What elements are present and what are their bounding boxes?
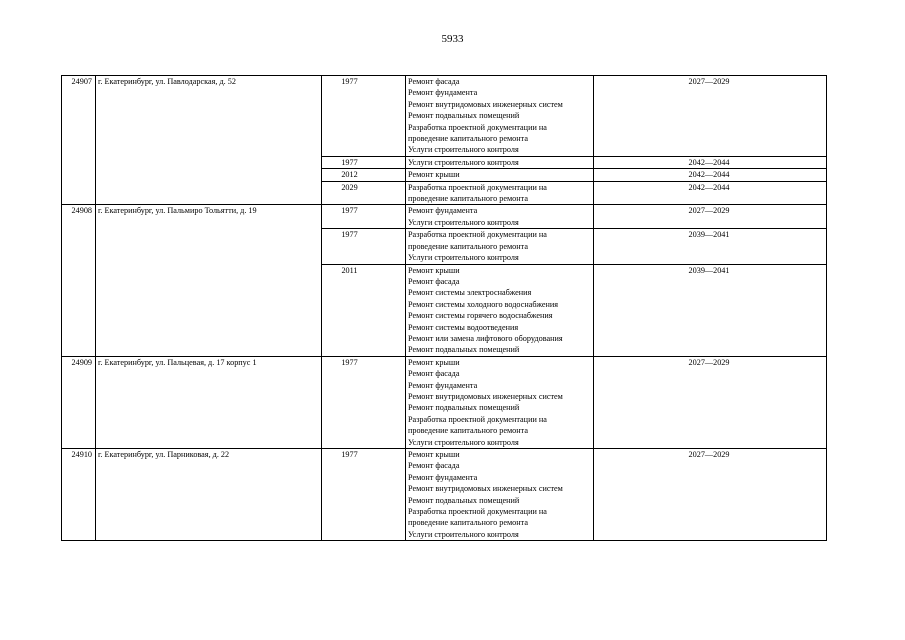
- period-cell: 2042—2044: [594, 181, 827, 205]
- work-item: Ремонт фасада: [408, 77, 460, 86]
- work-item: Разработка проектной документации на: [408, 230, 547, 240]
- year-cell: 1977: [322, 356, 406, 448]
- work-item: Ремонт фундамента: [408, 472, 478, 482]
- works-cell: [406, 229, 594, 264]
- period-cell: 2039—2041: [594, 229, 827, 264]
- period-cell: 2042—2044: [594, 169, 827, 181]
- work-item: проведение капитального ремонта: [408, 194, 528, 204]
- work-item: Ремонт системы горячего водоснабжения: [408, 311, 553, 321]
- works-cell: [406, 181, 594, 205]
- work-item: Ремонт или замена лифтового оборудования: [408, 333, 563, 343]
- work-item: Ремонт фасада: [408, 369, 460, 379]
- works-cell: [406, 169, 594, 181]
- work-item: Ремонт внутридомовых инженерных систем: [408, 391, 563, 401]
- period-cell: 2027—2029: [594, 356, 827, 448]
- record-number-cell: 24908: [62, 205, 96, 356]
- work-item: Ремонт внутридомовых инженерных систем: [408, 99, 563, 109]
- address-cell: г. Екатеринбург, ул. Павлодарская, д. 52: [96, 76, 322, 205]
- work-item: Услуги строительного контроля: [408, 253, 519, 263]
- year-cell: 1977: [322, 156, 406, 168]
- work-item: проведение капитального ремонта: [408, 426, 528, 436]
- record-number-cell: 24910: [62, 449, 96, 541]
- work-item: Ремонт фундамента: [408, 206, 478, 216]
- year-cell: 1977: [322, 229, 406, 264]
- year-cell: 1977: [322, 449, 406, 541]
- records-table: [61, 75, 827, 541]
- work-item: Ремонт системы холодного водоснабжения: [408, 299, 559, 309]
- work-item: Услуги строительного контроля: [408, 145, 519, 155]
- page-number: 5933: [441, 33, 464, 45]
- work-item: Ремонт крыши: [408, 357, 460, 367]
- records-table-body: [62, 76, 827, 541]
- period-cell: 2027—2029: [594, 76, 827, 157]
- table-row: [62, 76, 827, 157]
- work-item: проведение капитального ремонта: [408, 134, 528, 144]
- period-cell: 2039—2041: [594, 264, 827, 356]
- year-cell: 1977: [322, 205, 406, 229]
- work-item: Услуги строительного контроля: [408, 529, 519, 539]
- works-cell: [406, 449, 594, 541]
- work-item: Разработка проектной документации на: [408, 122, 547, 132]
- address-cell: г. Екатеринбург, ул. Пальмиро Тольятти, д. 19: [96, 205, 322, 356]
- work-item: Ремонт крыши: [408, 450, 460, 459]
- work-item: Ремонт подвальных помещений: [408, 345, 520, 355]
- work-item: Разработка проектной документации на: [408, 507, 547, 517]
- table-row: [62, 449, 827, 541]
- work-item: Услуги строительного контроля: [408, 437, 519, 447]
- table-row: [62, 356, 827, 448]
- work-item: Ремонт подвальных помещений: [408, 495, 520, 505]
- work-item: проведение капитального ремонта: [408, 241, 528, 251]
- work-item: Услуги строительного контроля: [408, 217, 519, 227]
- table-row: [62, 205, 827, 229]
- work-item: Ремонт крыши: [408, 265, 460, 275]
- period-cell: 2042—2044: [594, 156, 827, 168]
- works-cell: [406, 356, 594, 448]
- work-item: проведение капитального ремонта: [408, 518, 528, 528]
- address-cell: г. Екатеринбург, ул. Пальцевая, д. 17 корпус 1: [96, 356, 322, 448]
- year-cell: 2029: [322, 181, 406, 205]
- work-item: Ремонт фасада: [408, 461, 460, 471]
- period-cell: 2027—2029: [594, 449, 827, 541]
- year-cell: 2012: [322, 169, 406, 181]
- works-cell: [406, 156, 594, 168]
- works-cell: [406, 264, 594, 356]
- work-item: Услуги строительного контроля: [408, 157, 519, 167]
- works-cell: [406, 76, 594, 157]
- work-item: Ремонт фундамента: [408, 88, 478, 98]
- work-item: Ремонт фасада: [408, 276, 460, 286]
- address-cell: г. Екатеринбург, ул. Парниковая, д. 22: [96, 449, 322, 541]
- period-cell: 2027—2029: [594, 205, 827, 229]
- work-item: Ремонт фундамента: [408, 380, 478, 390]
- work-item: Ремонт крыши: [408, 170, 460, 180]
- year-cell: 2011: [322, 264, 406, 356]
- work-item: Ремонт системы водоотведения: [408, 322, 519, 332]
- work-item: Разработка проектной документации на: [408, 182, 547, 192]
- work-item: Ремонт подвальных помещений: [408, 403, 520, 413]
- work-item: Разработка проектной документации на: [408, 414, 547, 424]
- work-item: Ремонт подвальных помещений: [408, 111, 520, 121]
- year-cell: 1977: [322, 76, 406, 157]
- works-cell: [406, 205, 594, 229]
- record-number-cell: 24907: [62, 76, 96, 205]
- record-number-cell: 24909: [62, 356, 96, 448]
- work-item: Ремонт внутридомовых инженерных систем: [408, 484, 563, 494]
- work-item: Ремонт системы электроснабжения: [408, 288, 532, 298]
